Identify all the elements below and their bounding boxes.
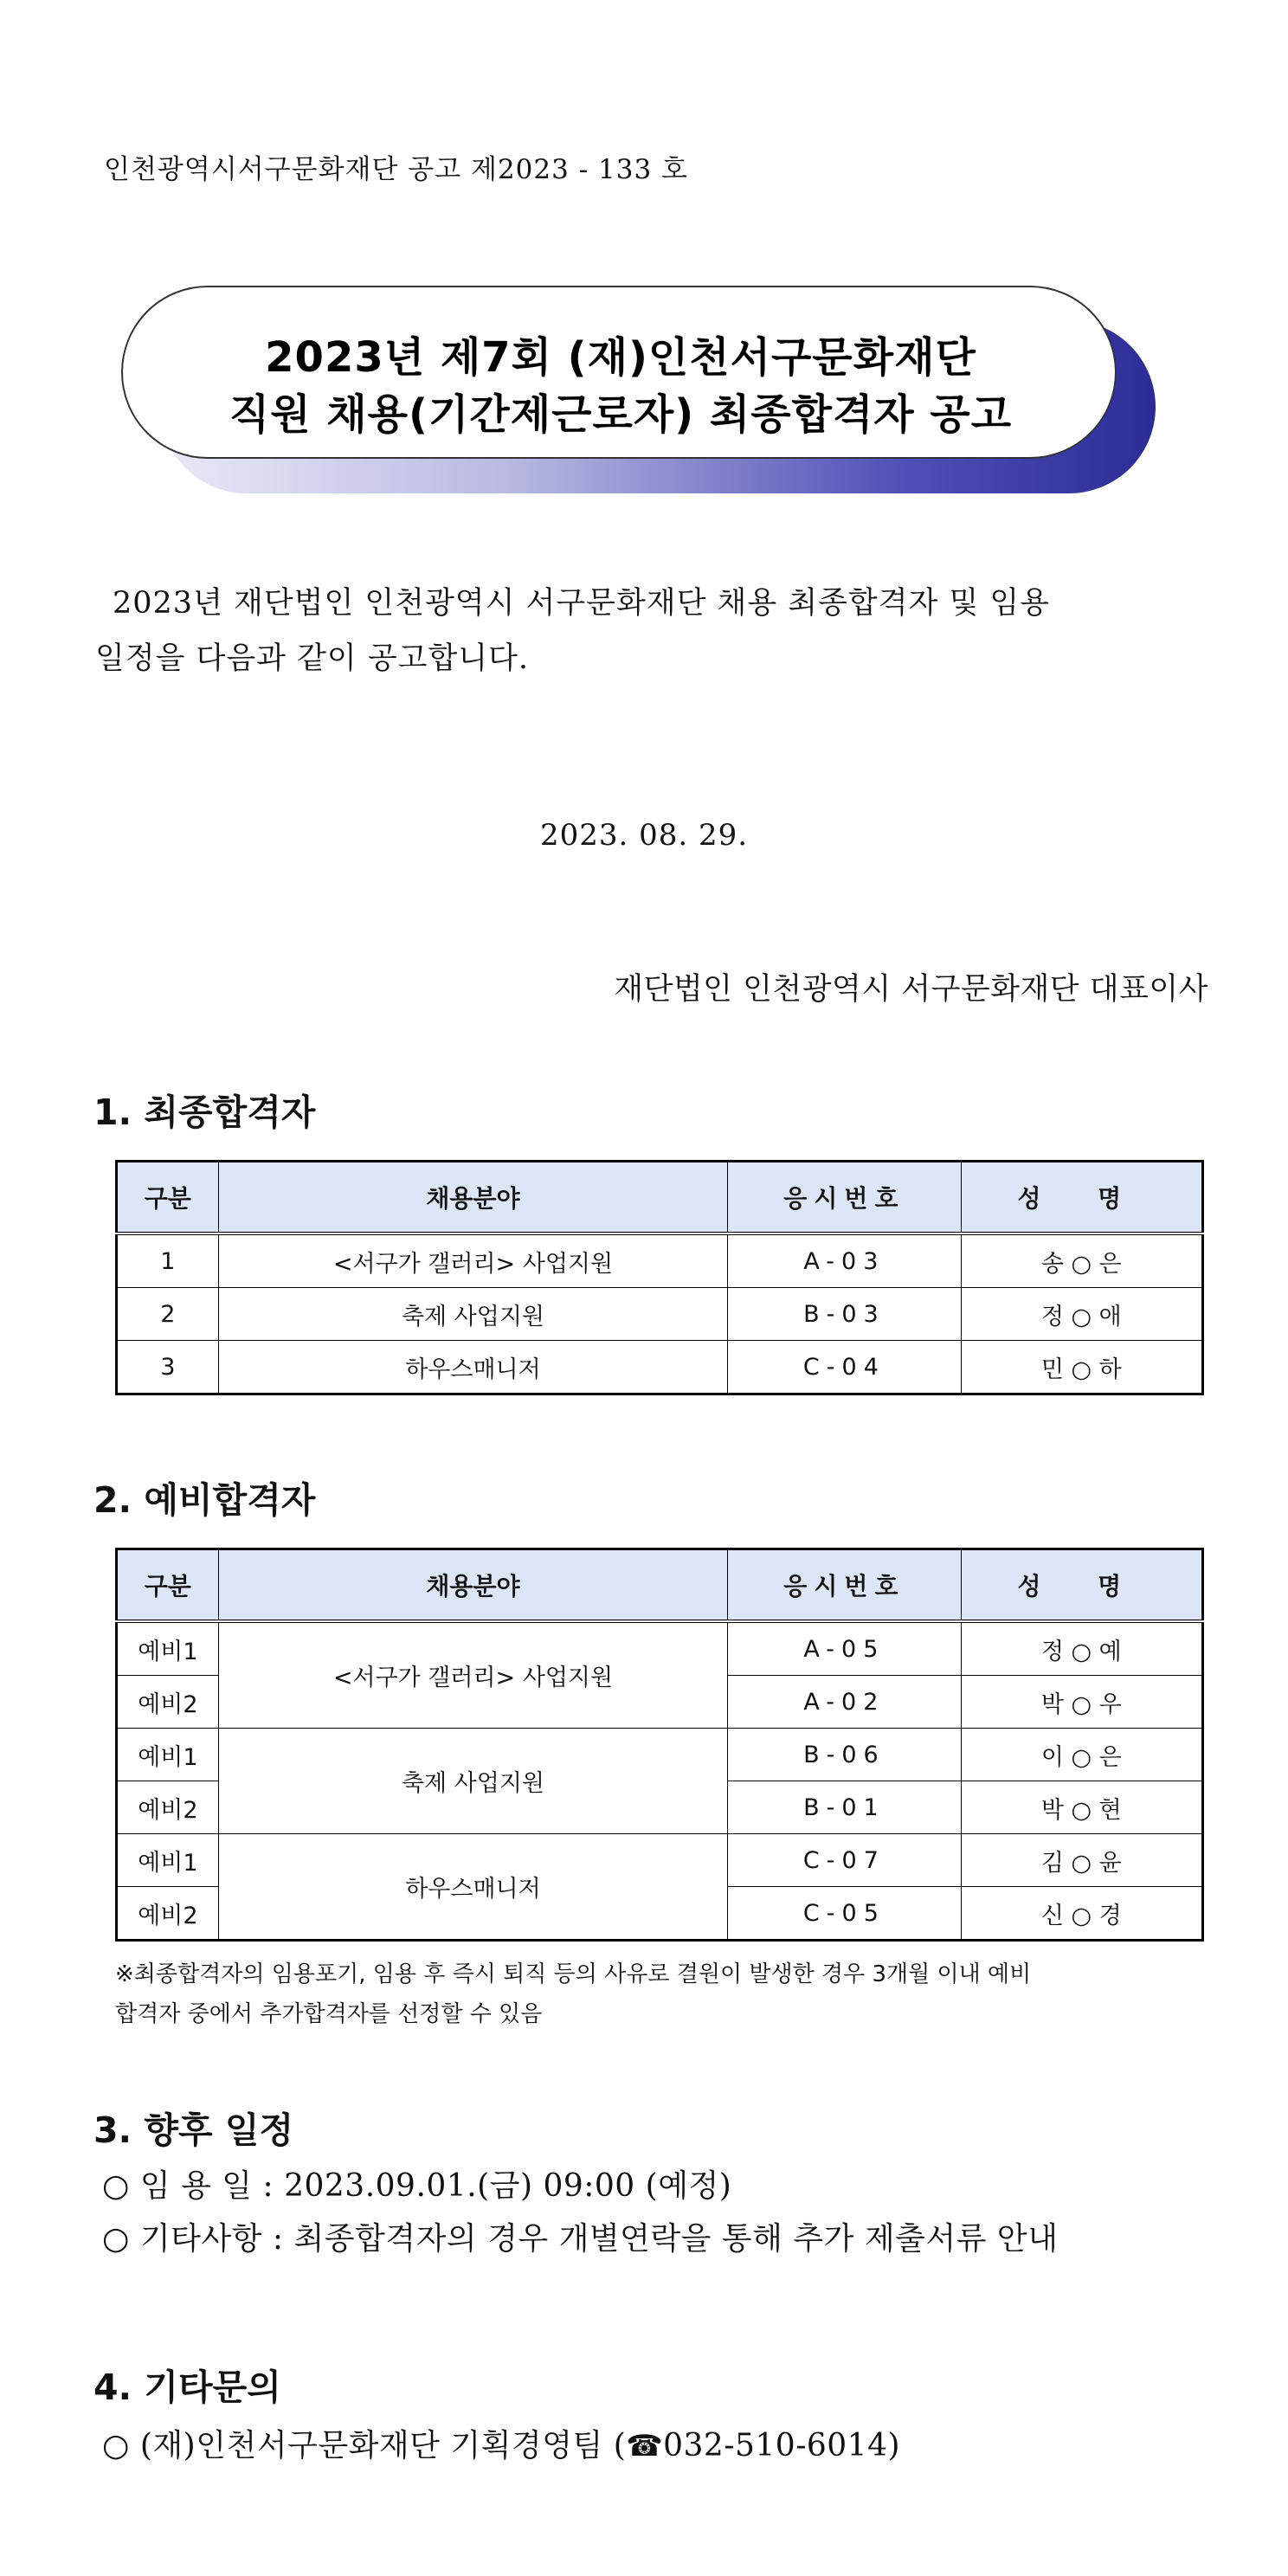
exam-number: C-07: [728, 1834, 961, 1887]
exam-number: A-02: [728, 1676, 961, 1729]
section-heading-schedule: 3. 향후 일정: [93, 2109, 294, 2151]
table-row: [117, 1341, 1203, 1394]
candidate-name: 정 ○ 애: [961, 1288, 1202, 1341]
contact-prefix: ○ (재)인천서구문화재단 기획경영팀 (: [102, 2428, 627, 2463]
column-header: 응시번호: [728, 1549, 961, 1622]
recruit-field: <서구가 갤러리> 사업지원: [218, 1621, 727, 1729]
title-banner: [121, 286, 1156, 498]
row-number: 1: [117, 1233, 219, 1288]
candidate-name: 박 ○ 우: [961, 1676, 1202, 1729]
intro-line2: 일정을 다음과 같이 공고합니다.: [95, 641, 530, 676]
exam-number: A-03: [728, 1233, 961, 1288]
candidate-name: 신 ○ 경: [961, 1887, 1202, 1941]
table-row: [117, 1729, 1203, 1781]
issuer: 재단법인 인천광역시 서구문화재단 대표이사: [614, 972, 1208, 1007]
row-number: 예비2: [117, 1781, 219, 1834]
exam-number: B-06: [728, 1729, 961, 1781]
row-number: 예비1: [117, 1729, 219, 1781]
table-header-row: [117, 1549, 1203, 1622]
schedule-other-notes: ○ 기타사항 : 최종합격자의 경우 개별연락을 통해 추가 제출서류 안내: [102, 2221, 1059, 2257]
exam-number: B-03: [728, 1288, 961, 1341]
telephone-icon: ☎: [626, 2429, 664, 2463]
column-header: 성 명: [961, 1549, 1202, 1622]
column-header: 채용분야: [218, 1162, 727, 1234]
section-heading-inquiry: 4. 기타문의: [93, 2367, 281, 2408]
exam-number: C-05: [728, 1887, 961, 1941]
table-header-row: [117, 1162, 1203, 1234]
announce-date: 2023. 08. 29.: [539, 818, 749, 853]
intro-paragraph: [95, 576, 1195, 686]
column-header: 구분: [117, 1549, 219, 1622]
page-title-line2: 직원 채용(기간제근로자) 최종합격자 공고: [229, 390, 1013, 439]
exam-number: C-04: [728, 1341, 961, 1394]
candidate-name: 정 ○ 예: [961, 1621, 1202, 1676]
exam-number: B-01: [728, 1781, 961, 1834]
row-number: 예비1: [117, 1621, 219, 1676]
section-heading-final: 1. 최종합격자: [93, 1092, 316, 1133]
table-row: [117, 1834, 1203, 1887]
recruit-field: <서구가 갤러리> 사업지원: [218, 1233, 727, 1288]
reserve-note: [115, 1955, 1206, 2034]
recruit-field: 하우스매니저: [218, 1341, 727, 1394]
candidate-name: 송 ○ 은: [961, 1233, 1202, 1288]
table-row: [117, 1621, 1203, 1676]
notice-number: 인천광역시서구문화재단 공고 제2023 - 133 호: [104, 154, 688, 185]
intro-line1: 2023년 재단법인 인천광역시 서구문화재단 채용 최종합격자 및 임용: [113, 586, 1051, 621]
column-header: 구분: [117, 1162, 219, 1234]
contact-line: [102, 2421, 900, 2465]
page-title-line1: 2023년 제7회 (재)인천서구문화재단: [265, 333, 976, 382]
candidate-name: 이 ○ 은: [961, 1729, 1202, 1781]
reserve-note-line1: ※최종합격자의 임용포기, 임용 후 즉시 퇴직 등의 사유로 결원이 발생한 경우 3개월 이내 예비: [115, 1961, 1032, 1987]
row-number: 3: [117, 1341, 219, 1394]
recruit-field: 하우스매니저: [218, 1834, 727, 1941]
reserve-passers-table: [115, 1548, 1204, 1942]
candidate-name: 김 ○ 윤: [961, 1834, 1202, 1887]
exam-number: A-05: [728, 1621, 961, 1676]
candidate-name: 박 ○ 현: [961, 1781, 1202, 1834]
row-number: 예비2: [117, 1887, 219, 1941]
column-header: 응시번호: [728, 1162, 961, 1234]
candidate-name: 민 ○ 하: [961, 1341, 1202, 1394]
row-number: 예비2: [117, 1676, 219, 1729]
final-passers-table: [115, 1160, 1204, 1395]
column-header: 채용분야: [218, 1549, 727, 1622]
reserve-note-line2: 합격자 중에서 추가합격자를 선정할 수 있음: [115, 2001, 543, 2027]
contact-phone[interactable]: 032-510-6014): [663, 2428, 901, 2463]
column-header: 성 명: [961, 1162, 1202, 1234]
recruit-field: 축제 사업지원: [218, 1288, 727, 1341]
table-row: [117, 1233, 1203, 1288]
table-row: [117, 1288, 1203, 1341]
section-heading-reserve: 2. 예비합격자: [93, 1479, 316, 1521]
schedule-appointment-date: ○ 임 용 일 : 2023.09.01.(금) 09:00 (예정): [102, 2168, 732, 2204]
recruit-field: 축제 사업지원: [218, 1729, 727, 1834]
row-number: 예비1: [117, 1834, 219, 1887]
row-number: 2: [117, 1288, 219, 1341]
banner-frame: [121, 286, 1117, 459]
